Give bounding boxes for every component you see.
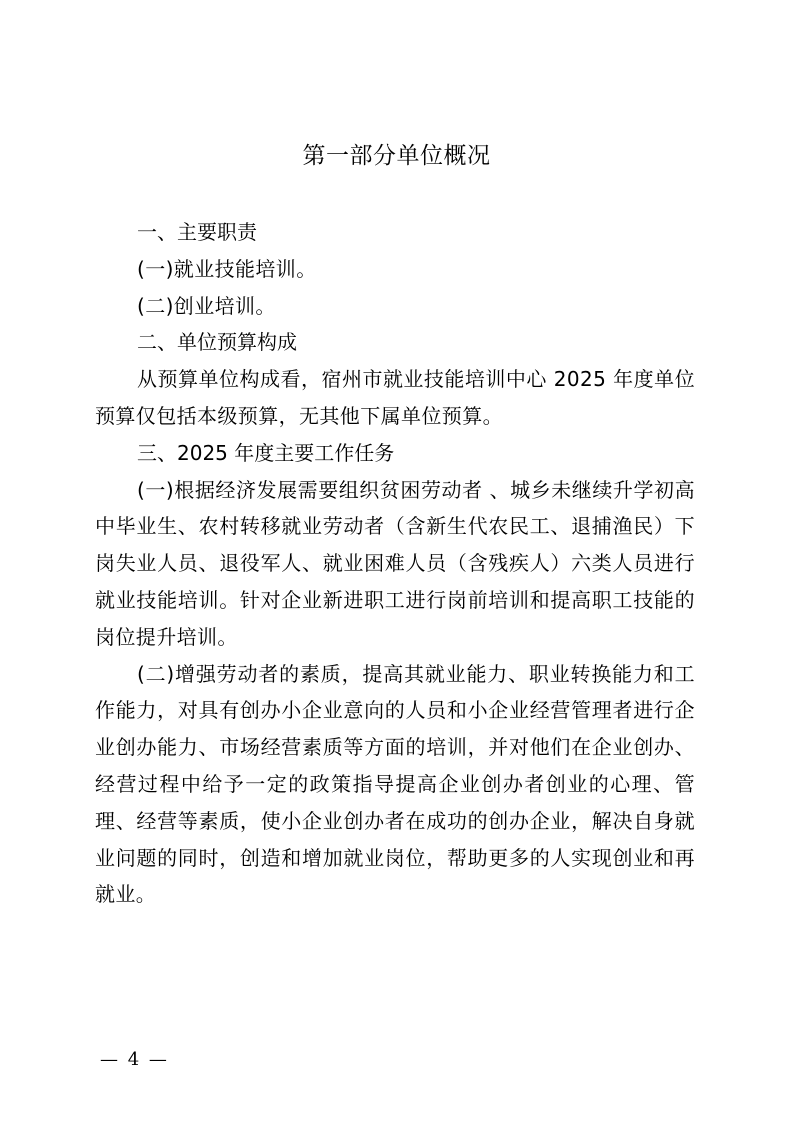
section-heading-budget-structure: 二、单位预算构成: [137, 330, 297, 355]
page-title: 第一部分单位概况: [302, 143, 491, 169]
page-number: — 4 —: [100, 1049, 169, 1070]
duty-item-1: (一)就业技能培训。: [137, 256, 317, 281]
section-heading-tasks: 三、2025 年度主要工作任务: [137, 440, 395, 465]
section-heading-duties: 一、主要职责: [137, 220, 257, 244]
budget-structure-paragraph: 从预算单位构成看，宿州市就业技能培训中心 2025 年度单位预算仅包括本级预算，无其他下属单位预算。: [95, 367, 695, 428]
document-body: [95, 214, 695, 913]
task-paragraph-2: (二)增强劳动者的素质，提高其就业能力、职业转换能力和工作能力，对具有创办小企业意向的人员和小企业经营管理者进行企业创办能力、市场经营素质等方面的培训，并对他们在企业创办、经营过程中给予一定的政策指导提高企业创办者创业的心理、管理、经营等素质，使小企业创办者在成功的创办企业，解决自身就业问题的同时，创造和增加就业岗位，帮助更多的人实现创业和再就业。: [95, 661, 695, 907]
task-paragraph-1: (一)根据经济发展需要组织贫困劳动者 、城乡未继续升学初高中毕业生、农村转移就业劳动者（含新生代农民工、退捕渔民）下岗失业人员、退役军人、就业困难人员（含残疾人）六类人员进行就业技能培训。针对企业新进职工进行岗前培训和提高职工技能的岗位提升培训。: [95, 477, 695, 649]
duty-item-2: (二)创业培训。: [137, 293, 276, 318]
